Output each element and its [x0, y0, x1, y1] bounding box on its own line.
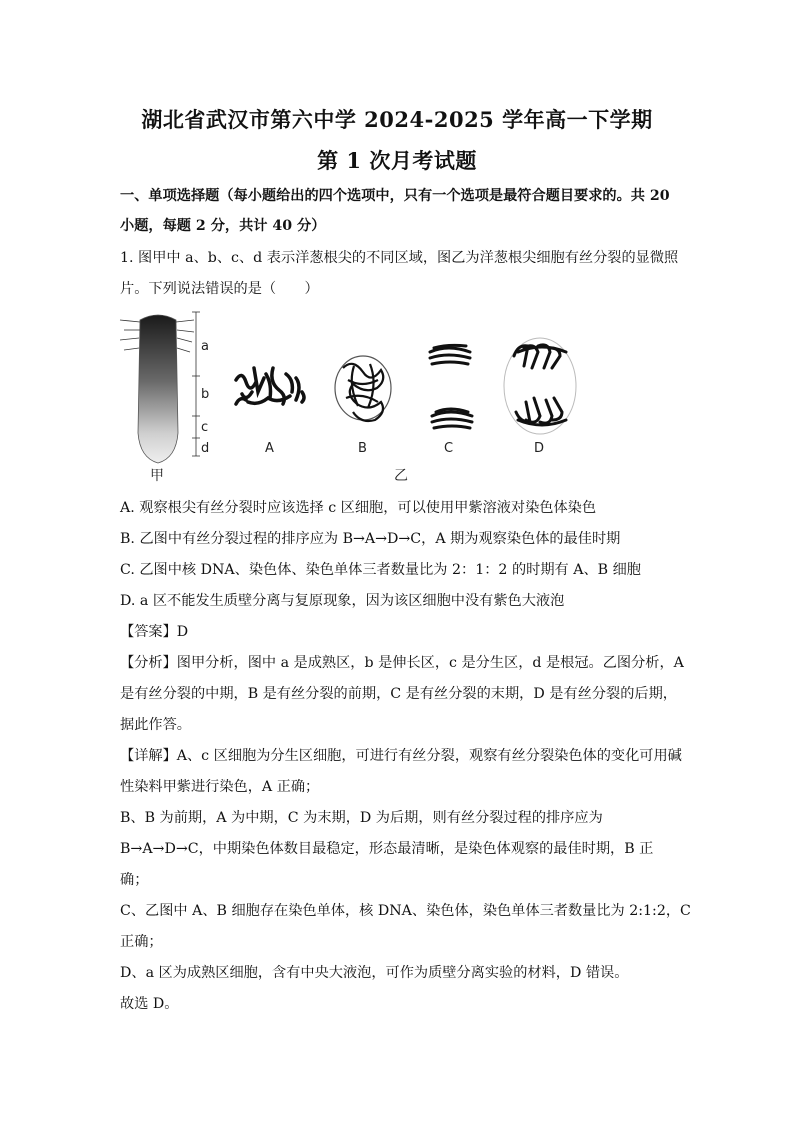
cell-image-c	[430, 345, 472, 428]
question-stem-line2: 片。下列说法错误的是（ ）	[120, 281, 319, 297]
section-heading-line1: 一、单项选择题（每小题给出的四个选项中，只有一个选项是最符合题目要求的。共 20	[120, 188, 670, 204]
explanation-line-4: B→A→D→C，中期染色体数目最稳定，形态最清晰，是染色体观察的最佳时期，B 正	[120, 841, 654, 857]
cell-image-a	[236, 368, 304, 404]
option-b: B. 乙图中有丝分裂过程的排序应为 B→A→D→C，A 期为观察染色体的最佳时期	[120, 531, 621, 547]
document-title-line2: 第 1 次月考试题	[317, 148, 477, 173]
explanation-line-3: B、B 为前期，A 为中期，C 为末期，D 为后期，则有丝分裂过程的排序应为	[120, 810, 603, 826]
cell-image-b	[335, 356, 391, 421]
cell-label-a: A	[265, 441, 274, 456]
zone-label-b: b	[201, 387, 210, 402]
cell-image-d	[504, 338, 576, 434]
question-stem-line1: 1. 图甲中 a、b、c、d 表示洋葱根尖的不同区域，图乙为洋葱根尖细胞有丝分裂的显微照	[120, 250, 679, 266]
answer-line: 【答案】D	[120, 624, 189, 640]
cell-label-c: C	[444, 441, 454, 456]
explanation-line-6: C、乙图中 A、B 细胞存在染色单体，核 DNA、染色体，染色单体三者数量比为 2:1:2，C	[120, 903, 691, 919]
explanation-line-9: 故选 D。	[120, 996, 179, 1012]
explanation-line-1: 【详解】A、c 区细胞为分生区细胞，可进行有丝分裂，观察有丝分裂染色体的变化可用碱	[120, 748, 682, 764]
option-a: A. 观察根尖有丝分裂时应该选择 c 区细胞，可以使用甲紫溶液对染色体染色	[120, 500, 597, 516]
zone-label-d: d	[201, 441, 210, 456]
figure-caption-yi: 乙	[394, 468, 408, 484]
cell-label-d: D	[534, 441, 545, 456]
option-d: D. a 区不能发生质壁分离与复原现象，因为该区细胞中没有紫色大液泡	[120, 593, 565, 609]
analysis-line-1: 【分析】图甲分析，图中 a 是成熟区，b 是伸长区，c 是分生区，d 是根冠。乙图分析，A	[120, 655, 684, 671]
zone-label-a: a	[201, 339, 209, 354]
analysis-line-3: 据此作答。	[120, 717, 191, 733]
explanation-line-5: 确；	[120, 872, 149, 888]
root-tip-diagram	[120, 312, 209, 484]
analysis-line-2: 是有丝分裂的中期，B 是有丝分裂的前期，C 是有丝分裂的末期，D 是有丝分裂的后期，	[120, 686, 677, 702]
figure-caption-jia: 甲	[150, 468, 164, 484]
explanation-line-2: 性染料甲紫进行染色，A 正确；	[120, 779, 320, 795]
explanation-line-7: 正确；	[120, 934, 163, 950]
explanation-line-8: D、a 区为成熟区细胞，含有中央大液泡，可作为质壁分离实验的材料，D 错误。	[120, 965, 629, 981]
option-c: C. 乙图中核 DNA、染色体、染色单体三者数量比为 2：1：2 的时期有 A、B 细胞	[120, 562, 641, 578]
section-heading-line2: 小题，每题 2 分，共计 40 分）	[120, 218, 326, 234]
question-figure	[118, 308, 588, 488]
cell-label-b: B	[358, 441, 367, 456]
zone-label-c: c	[201, 420, 209, 435]
document-title-line1: 湖北省武汉市第六中学 2024-2025 学年高一下学期	[141, 107, 653, 132]
